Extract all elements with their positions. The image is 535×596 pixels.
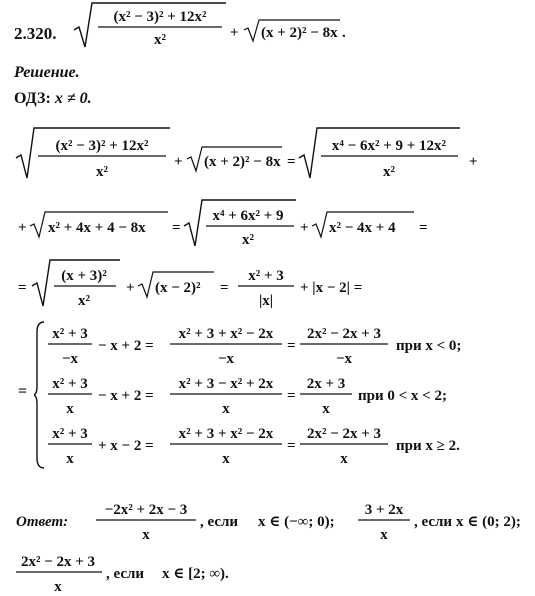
step1-radical-2: (x + 2)² − 8x — [204, 154, 281, 170]
step-3 — [14, 256, 484, 316]
case-numerator-1: x² + 3 — [52, 326, 88, 342]
case-denominator-2: x — [222, 401, 230, 417]
answer-interval-2: x ∈ (0; 2); — [456, 514, 521, 530]
domain-label: ОДЗ: — [14, 90, 51, 107]
answer-denominator-1: x — [142, 527, 150, 543]
case-middle: + x − 2 = — [98, 438, 154, 454]
case-denominator-2: x — [222, 451, 230, 467]
case-numerator-3: 2x + 3 — [306, 376, 346, 392]
case-row — [46, 318, 516, 368]
case-denominator-3: x — [340, 451, 348, 467]
case-numerator-1: x² + 3 — [52, 426, 88, 442]
plus-sign: + — [469, 154, 478, 170]
cases-equals: = — [18, 383, 28, 400]
equals-sign: = — [18, 280, 27, 296]
step2-denominator-2: x² — [242, 232, 254, 248]
case-condition: при x < 0; — [396, 338, 462, 354]
domain-line — [14, 90, 92, 108]
equals-sign: = — [287, 438, 296, 454]
equals-sign: = — [287, 338, 296, 354]
step1-numerator-1: (x² − 3)² + 12x² — [55, 138, 149, 154]
step2-radical-1: x² + 4x + 4 − 8x — [48, 220, 146, 236]
step-1 — [14, 126, 484, 190]
step1-denominator-1: x² — [96, 164, 108, 180]
cases-brace — [34, 320, 46, 470]
case-numerator-3: 2x² − 2x + 3 — [306, 426, 382, 442]
case-denominator-1: x — [66, 401, 74, 417]
step1-numerator-3: x⁴ − 6x² + 9 + 12x² — [331, 138, 447, 154]
answer-line-1 — [14, 494, 534, 544]
answer-label: Ответ: — [16, 514, 69, 530]
case-denominator-3: −x — [335, 351, 353, 367]
case-denominator-1: x — [66, 451, 74, 467]
if-word: , если — [200, 514, 239, 530]
case-numerator-1: x² + 3 — [52, 376, 88, 392]
if-word: , если — [414, 514, 453, 530]
step3-denominator-1: x² — [78, 293, 90, 309]
step1-denominator-3: x² — [383, 164, 395, 180]
domain-condition: x ≠ 0. — [54, 90, 92, 107]
equals-sign: = — [287, 154, 296, 170]
case-condition: при x ≥ 2. — [396, 438, 460, 454]
plus-sign: + — [18, 220, 27, 236]
problem-numerator-1: (x² − 3)² + 12x² — [113, 9, 207, 25]
case-condition: при 0 < x < 2; — [358, 388, 447, 404]
case-denominator-2: −x — [217, 351, 235, 367]
problem-radical-2: (x + 2)² − 8x — [261, 25, 338, 41]
plus-sign: + — [300, 220, 309, 236]
case-numerator-2: x² + 3 − x² + 2x — [178, 376, 274, 392]
answer-interval-3: x ∈ [2; ∞). — [162, 566, 229, 582]
step3-tail: + |x − 2| = — [300, 280, 363, 296]
case-denominator-1: −x — [61, 351, 79, 367]
plus-sign: + — [230, 25, 239, 41]
case-numerator-2: x² + 3 + x² − 2x — [178, 326, 274, 342]
case-numerator-2: x² + 3 + x² − 2x — [178, 426, 274, 442]
step3-numerator-1: (x + 3)² — [61, 268, 107, 284]
case-middle: − x + 2 = — [98, 388, 154, 404]
answer-line-2 — [14, 546, 314, 596]
equals-sign: = — [220, 280, 229, 296]
problem-number: 2.320. — [14, 24, 57, 43]
answer-interval-1: x ∈ (−∞; 0); — [258, 514, 335, 530]
case-denominator-3: x — [322, 401, 330, 417]
period: . — [342, 25, 346, 41]
if-word: , если — [106, 566, 145, 582]
step3-denominator-3: |x| — [258, 293, 274, 309]
step3-numerator-3: x² + 3 — [248, 268, 284, 284]
equals-sign: = — [419, 220, 428, 236]
answer-numerator-2: 3 + 2x — [364, 502, 404, 518]
problem-expression — [72, 0, 352, 52]
case-numerator-3: 2x² − 2x + 3 — [306, 326, 382, 342]
step-2 — [14, 198, 484, 258]
solution-label: Решение. — [14, 64, 80, 81]
equals-sign: = — [172, 220, 181, 236]
answer-denominator-3: x — [54, 579, 62, 595]
plus-sign: + — [174, 154, 183, 170]
case-middle: − x + 2 = — [98, 338, 154, 354]
case-row — [46, 418, 516, 468]
step2-radical-3: x² − 4x + 4 — [329, 220, 396, 236]
step2-numerator-2: x⁴ + 6x² + 9 — [212, 208, 284, 224]
case-row — [46, 368, 516, 418]
problem-denominator-1: x² — [154, 32, 166, 48]
plus-sign: + — [126, 280, 135, 296]
answer-denominator-2: x — [380, 527, 388, 543]
step3-radical-2: (x − 2)² — [155, 280, 201, 296]
answer-numerator-3: 2x² − 2x + 3 — [20, 554, 96, 570]
equals-sign: = — [287, 388, 296, 404]
answer-numerator-1: −2x² + 2x − 3 — [104, 502, 188, 518]
